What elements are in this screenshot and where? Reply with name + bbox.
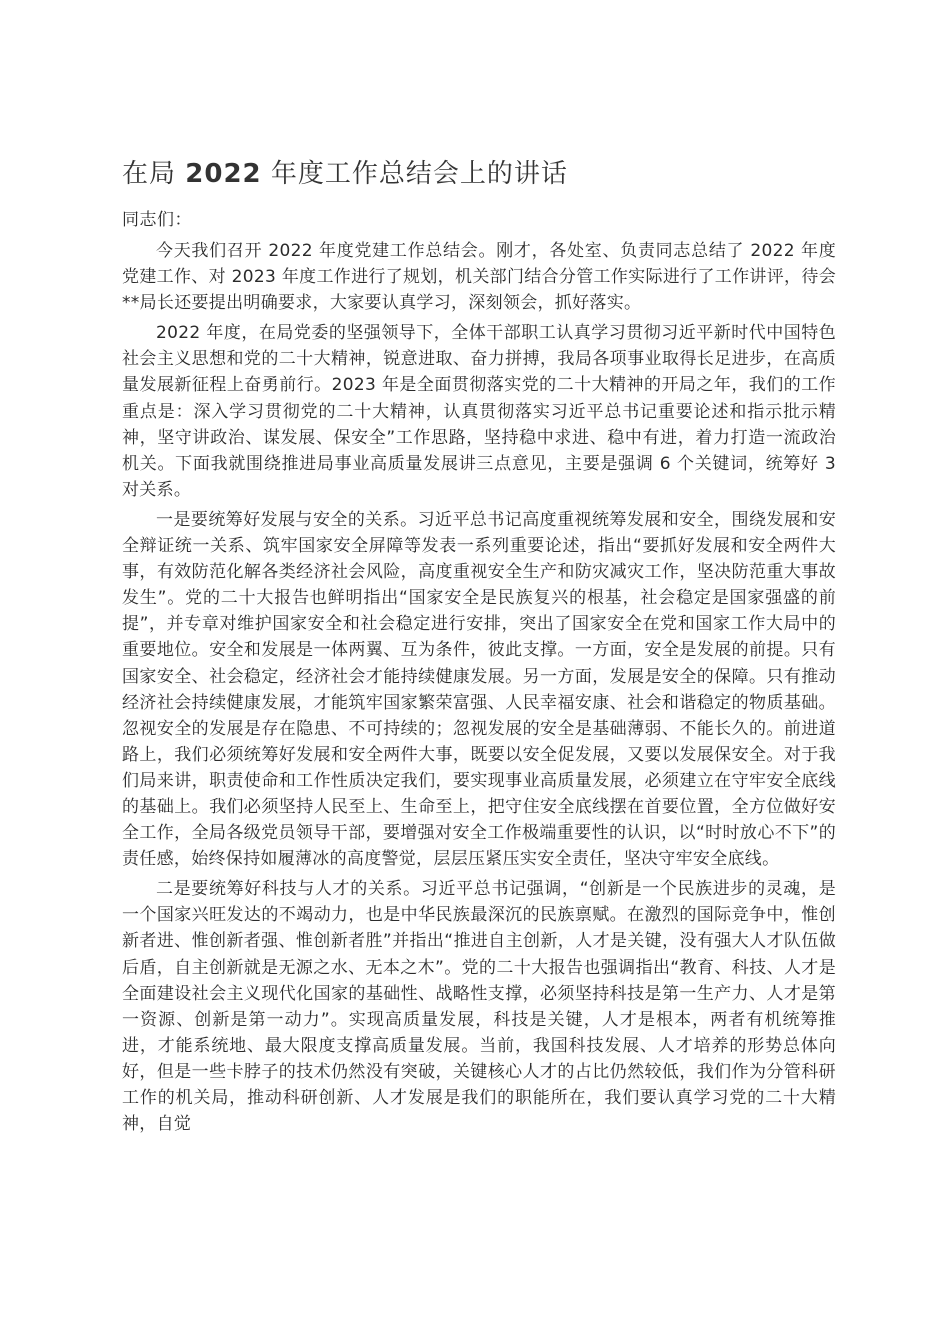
title-prefix: 在局 [122,159,177,189]
document-page [122,0,836,1344]
title-suffix: 年度工作总结会上的讲话 [270,159,568,189]
title-year: 2022 [185,159,262,189]
document-body [122,206,836,1141]
paragraph-overview: 2022 年度，在局党委的坚强领导下，全体干部职工认真学习贯彻习近平新时代中国特色社会主义思想和党的二十大精神，锐意进取、奋力拼搏，我局各项事业取得长足进步，在高质量发展新征程上奋勇前行。2023 年是全面贯彻落实党的二十大精神的开局之年，我们的工作重点是：深入学习贯彻党的二十大精神，认真贯彻落实习近平总书记重要论述和指示批示精神，坚守讲政治、谋发展、保安全”工作思路，坚持稳中求进、稳中有进，着力打造一流政治机关。下面我就围绕推进局事业高质量发展讲三点意见，主要是强调 6 个关键词，统筹好 3 对关系。 [122,323,836,500]
paragraph-development-security: 一是要统筹好发展与安全的关系。习近平总书记高度重视统筹发展和安全，围绕发展和安全辩证统一关系、筑牢国家安全屏障等发表一系列重要论述，指出“要抓好发展和安全两件大事，有效防范化解各类经济社会风险，高度重视安全生产和防灾减灾工作，坚决防范重大事故发生”。党的二十大报告也鲜明指出“国家安全是民族复兴的根基，社会稳定是国家强盛的前提”，并专章对维护国家安全和社会稳定进行安排，突出了国家安全在党和国家工作大局中的重要地位。安全和发展是一体两翼、互为条件，彼此支撑。一方面，安全是发展的前提。只有国家安全、社会稳定，经济社会才能持续健康发展。另一方面，发展是安全的保障。只有推动经济社会持续健康发展，才能筑牢国家繁荣富强、人民幸福安康、社会和谐稳定的物质基础。忽视安全的发展是存在隐患、不可持续的；忽视发展的安全是基础薄弱、不能长久的。前进道路上，我们必须统筹好发展和安全两件大事，既要以安全促发展，又要以发展保安全。对于我们局来讲，职责使命和工作性质决定我们，要实现事业高质量发展，必须建立在守牢安全底线的基础上。我们必须坚持人民至上、生命至上，把守住安全底线摆在首要位置，全方位做好安全工作，全局各级党员领导干部，要增强对安全工作极端重要性的认识，以“时时放心不下”的责任感，始终保持如履薄冰的高度警觉，层层压紧压实安全责任，坚决守牢安全底线。 [122,509,836,870]
paragraph-opening: 今天我们召开 2022 年度党建工作总结会。刚才，各处室、负责同志总结了 2022 年度党建工作、对 2023 年度工作进行了规划，机关部门结合分管工作实际进行了工作讲评，待会**局长还要提出明确要求，大家要认真学习，深刻领会，抓好落实。 [122,241,836,314]
salutation: 同志们： [122,210,192,230]
paragraph-technology-talent: 二是要统筹好科技与人才的关系。习近平总书记强调，“创新是一个民族进步的灵魂，是一个国家兴旺发达的不竭动力，也是中华民族最深沉的民族禀赋。在激烈的国际竞争中，惟创新者进、惟创新者强、惟创新者胜”并指出“推进自主创新，人才是关键，没有强大人才队伍做后盾，自主创新就是无源之水、无本之木”。党的二十大报告也强调指出“教育、科技、人才是全面建设社会主义现代化国家的基础性、战略性支撑，必须坚持科技是第一生产力、人才是第一资源、创新是第一动力”。实现高质量发展，科技是关键，人才是根本，两者有机统筹推进，才能系统地、最大限度支撑高质量发展。当前，我国科技发展、人才培养的形势总体向好，但是一些卡脖子的技术仍然没有突破，关键核心人才的占比仍然较低，我们作为分管科研工作的机关局，推动科研创新、人才发展是我们的职能所在，我们要认真学习党的二十大精神，自觉 [122,879,836,1135]
document-title [122,154,568,194]
